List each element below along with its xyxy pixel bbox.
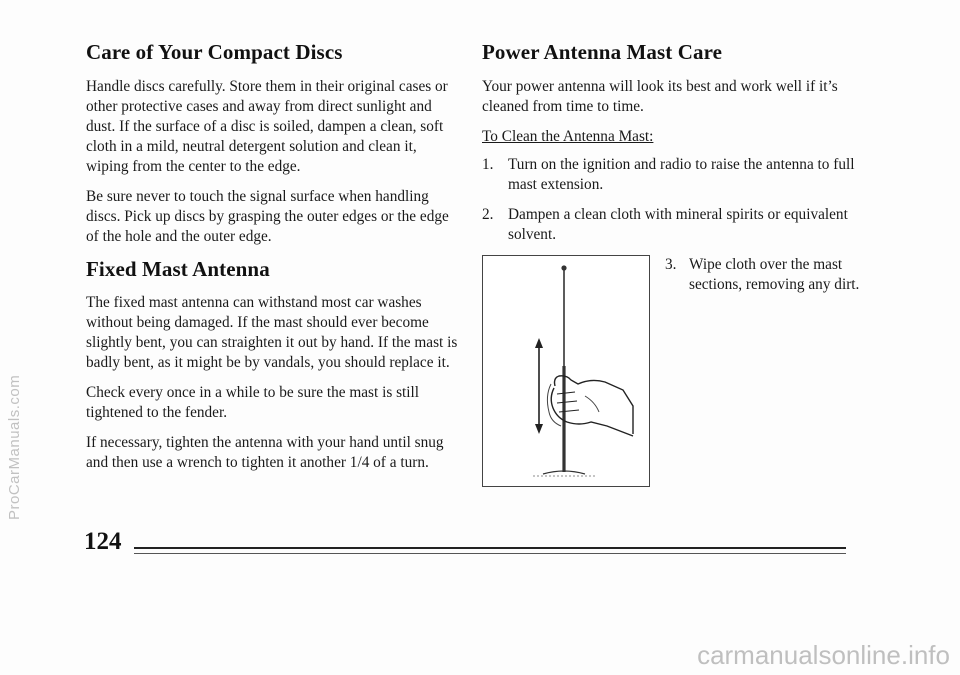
paragraph-discs-handling: Handle discs carefully. Store them in their original cases or other protective cases and away from direct sunlight and dust. If the surface of a disc is soiled, dampen a clean, soft cloth in a mild, neutral detergent solution and clean it, wiping from the center to the edge. [86,78,448,175]
footer-rule-thin [134,553,846,554]
antenna-cleaning-illustration [482,255,650,487]
heading-power-antenna: Power Antenna Mast Care [482,40,723,64]
left-column [86,40,458,483]
step-text: Wipe cloth over the mast sections, removing any dirt. [689,256,860,293]
step-text: Dampen a clean cloth with mineral spirits or equivalent solvent. [508,206,848,243]
paragraph-power-antenna-intro: Your power antenna will look its best and work well if it’s cleaned from time to time. [482,78,838,115]
heading-compact-discs: Care of Your Compact Discs [86,40,343,64]
step-item [665,255,865,295]
bottom-watermark: carmanualsonline.info [697,640,950,670]
footer-rule [134,547,846,549]
paragraph-fixed-mast-tighten: If necessary, tighten the antenna with your hand until snug and then use a wrench to tighten it another 1/4 of a turn. [86,434,444,471]
hand-wiping-antenna-icon [483,256,648,485]
paragraph-fixed-mast-check: Check every once in a while to be sure the mast is still tightened to the fender. [86,384,420,421]
figure-row [482,255,862,495]
step-number: 2. [482,206,494,223]
cleaning-steps-list [482,155,862,245]
step-item [482,205,862,245]
right-column [482,40,862,495]
subheading-clean-mast: To Clean the Antenna Mast: [482,128,654,145]
step-number: 1. [482,156,494,173]
heading-fixed-mast-antenna: Fixed Mast Antenna [86,257,270,281]
paragraph-discs-signal-surface: Be sure never to touch the signal surface when handling discs. Pick up discs by grasping the outer edges or the edge of the hole and the outer edge. [86,188,449,245]
step-text: Turn on the ignition and radio to raise the antenna to full mast extension. [508,156,855,193]
paragraph-fixed-mast-bent: The fixed mast antenna can withstand most car washes without being damaged. If the mast should ever become slightly bent, you can straighten it out by hand. If the mast is badly bent, as it might be by vandals, you should replace it. [86,294,458,371]
page-number: 124 [84,528,122,555]
step-number: 3. [665,256,677,273]
side-watermark: ProCarManuals.com [6,374,23,520]
step-item [482,155,862,195]
